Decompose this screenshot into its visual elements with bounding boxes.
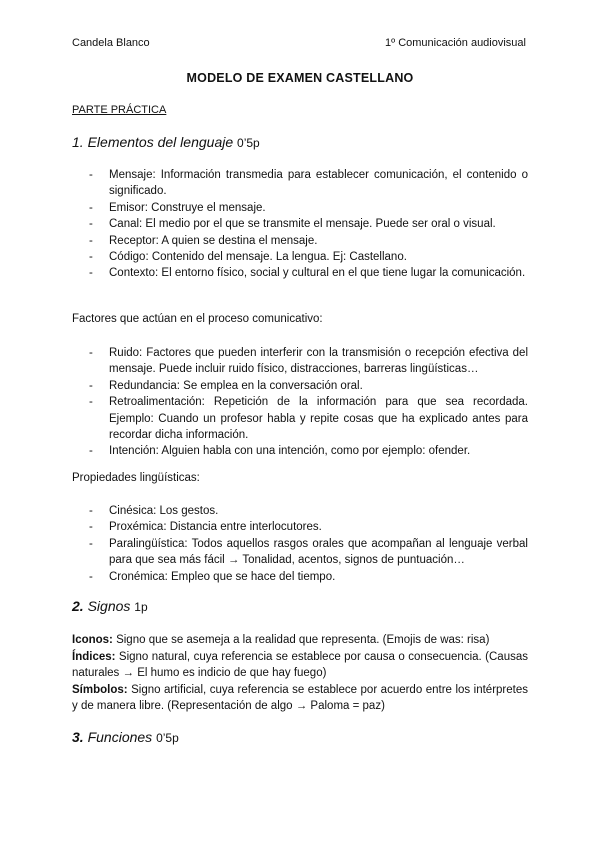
list-item: - Proxémica: Distancia entre interlocutores. — [72, 519, 528, 535]
list-item: - Emisor: Construye el mensaje. — [72, 200, 528, 216]
list-item: - Cinésica: Los gestos. — [72, 503, 528, 519]
definition-text: Signo que se asemeja a la realidad que representa. (Emojis de was: risa) — [112, 634, 490, 646]
list-item: - Cronémica: Empleo que se hace del tiempo. — [72, 569, 528, 585]
list-item: - Redundancia: Se emplea en la conversación oral. — [72, 378, 528, 394]
definition-indices — [72, 649, 528, 682]
list-item: - Ruido: Factores que pueden interferir con la transmisión o recepción efectiva del mensaje. Puede incluir ruido físico, distracciones, barreras lingüísticas… — [72, 345, 528, 378]
section-3-title: Funciones — [87, 729, 153, 745]
page-title: MODELO DE EXAMEN CASTELLANO — [186, 71, 414, 85]
signos-definitions — [72, 632, 528, 715]
section-2-heading — [72, 598, 148, 614]
header-author: Candela Blanco — [72, 37, 150, 49]
elements-list — [72, 167, 528, 282]
props-heading: Propiedades lingüísticas: — [72, 472, 200, 484]
list-item: - Canal: El medio por el que se transmite el mensaje. Puede ser oral o visual. — [72, 216, 528, 232]
section-1-number: 1. — [72, 134, 84, 150]
definition-text: Signo artificial, cuya referencia se establece por acuerdo entre los intérpretes y de manera libre. (Representación de algo → Paloma = paz) — [72, 683, 528, 712]
definition-text: Signo natural, cuya referencia se establece por causa o consecuencia. (Causas naturales → El humo es indicio de que hay fuego) — [72, 650, 528, 679]
list-item: - Código: Contenido del mensaje. La lengua. Ej: Castellano. — [72, 249, 528, 265]
factors-list — [72, 345, 528, 460]
part-label: PARTE PRÁCTICA — [72, 104, 167, 116]
definition-iconos — [72, 632, 528, 649]
section-3-number: 3. — [72, 729, 84, 745]
list-item: - Mensaje: Información transmedia para establecer comunicación, el contenido o significado. — [72, 167, 528, 200]
props-list — [72, 503, 528, 585]
definition-simbolos — [72, 682, 528, 715]
list-item: - Paralingüística: Todos aquellos rasgos orales que acompañan al lenguaje verbal para que sea más fácil → Tonalidad, acentos, signos de puntuación… — [72, 536, 528, 569]
header-course: 1º Comunicación audiovisual — [385, 37, 526, 49]
list-item: - Retroalimentación: Repetición de la información para que sea recordada. Ejemplo: Cuando un profesor habla y repite cosas que ha explicado antes para recordar dicha información. — [72, 394, 528, 443]
term: Símbolos: — [72, 683, 128, 696]
section-3-points: 0’5p — [156, 731, 179, 745]
section-2-number: 2. — [72, 598, 84, 614]
section-2-title: Signos — [87, 598, 131, 614]
factors-heading: Factores que actúan en el proceso comunicativo: — [72, 313, 323, 325]
term: Iconos: — [72, 634, 113, 646]
list-item: - Receptor: A quien se destina el mensaje. — [72, 233, 528, 249]
list-item: - Contexto: El entorno físico, social y cultural en el que tiene lugar la comunicación. — [72, 265, 528, 281]
section-3-heading — [72, 729, 179, 745]
section-2-points: 1p — [134, 600, 148, 614]
section-1-points: 0’5p — [237, 136, 260, 150]
section-1-title: Elementos del lenguaje — [87, 134, 234, 150]
list-item: - Intención: Alguien habla con una intención, como por ejemplo: ofender. — [72, 443, 528, 459]
section-1-heading — [72, 134, 260, 150]
term: Índices: — [72, 650, 116, 663]
